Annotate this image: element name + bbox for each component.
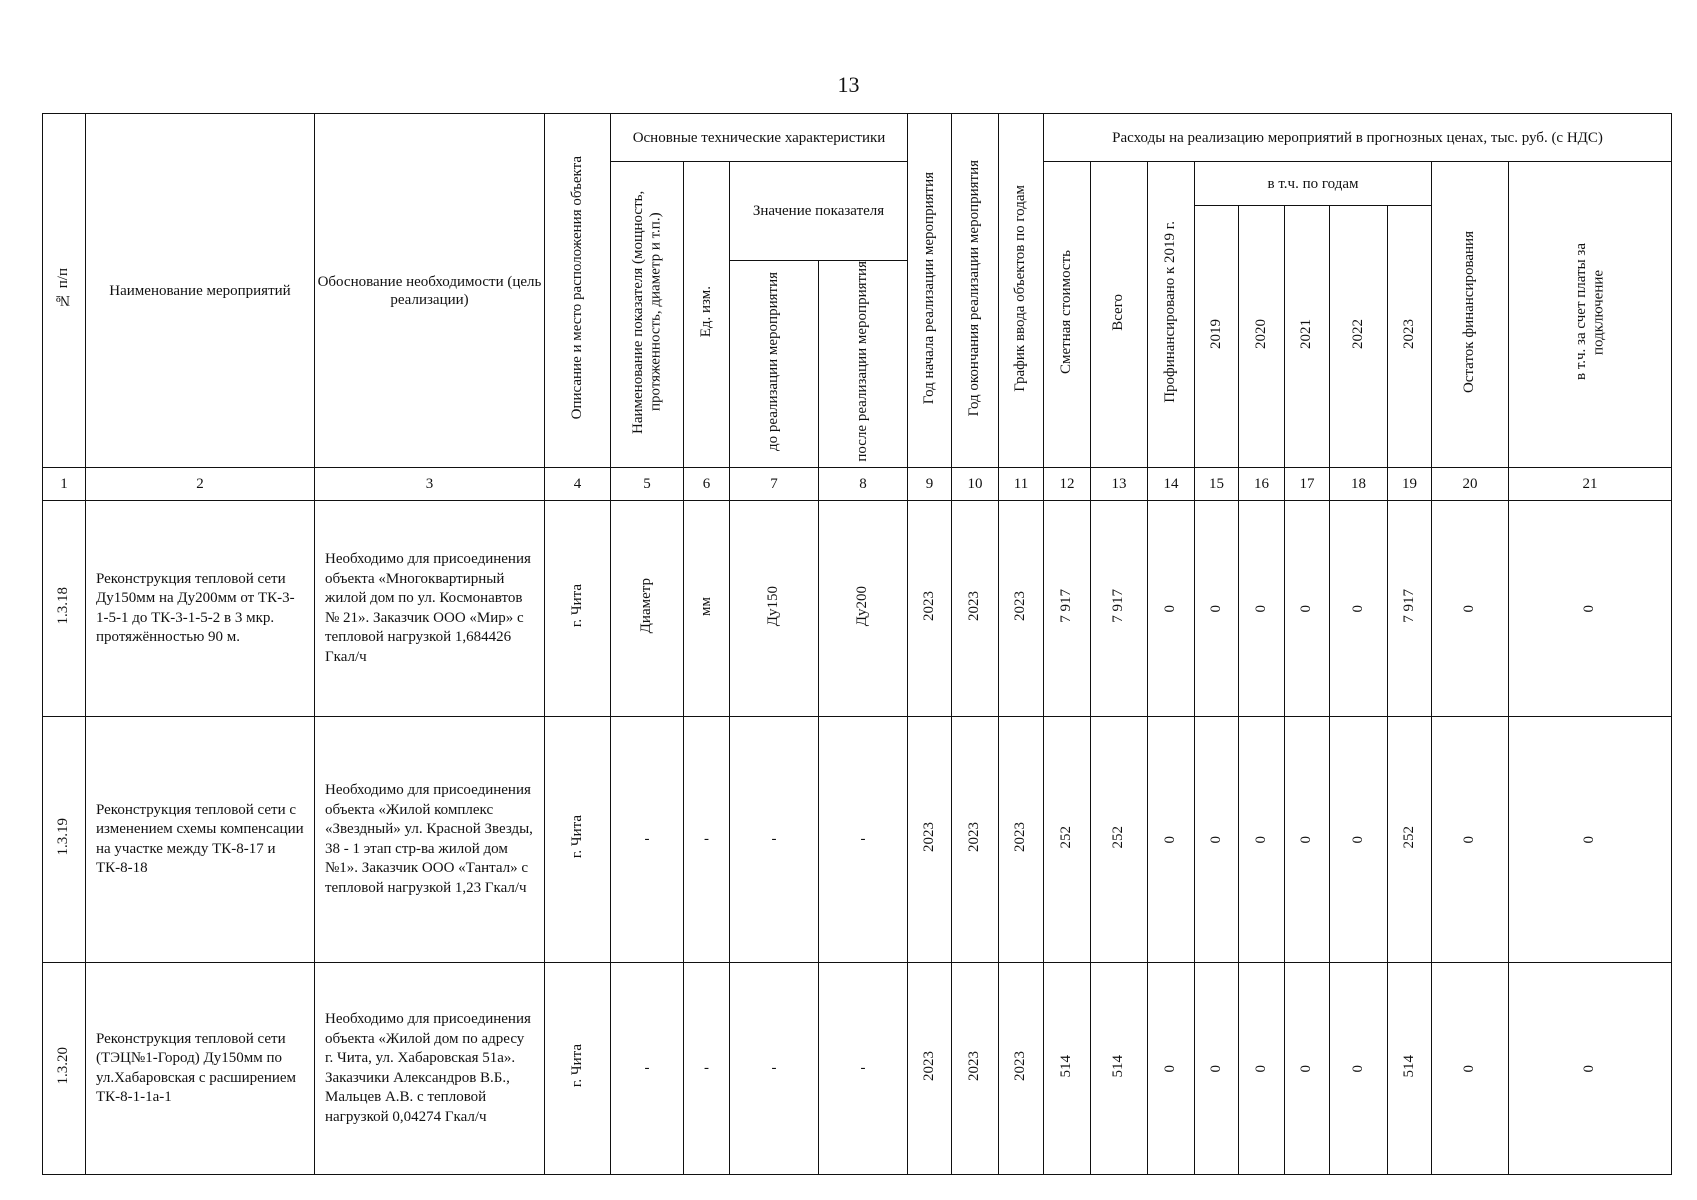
row-prefinanced-cell: 0 xyxy=(1148,501,1195,717)
row-2021-cell: 0 xyxy=(1285,717,1330,963)
row-end-cell: 2023 xyxy=(952,717,999,963)
row-fee-cell: 0 xyxy=(1509,717,1672,963)
row-2022-cell: 0 xyxy=(1330,717,1388,963)
row-total-cell: 7 917 xyxy=(1091,501,1148,717)
table-row xyxy=(43,717,1672,963)
row-2019-cell: 0 xyxy=(1195,717,1239,963)
page-number: 13 xyxy=(837,72,860,97)
header-tech-indicator: Наименование показателя (мощность, протяженность, диаметр и т.п.) xyxy=(611,162,684,468)
row-name-cell: Реконструкция тепловой сети Ду150мм на Ду200мм от ТК-3-1-5-1 до ТК-3-1-5-2 в 3 мкр. протяжённостью 90 м. xyxy=(86,501,315,717)
row-unit-cell: - xyxy=(684,717,730,963)
header-expenses-group: Расходы на реализацию мероприятий в прогнозных ценах, тыс. руб. (с НДС) xyxy=(1044,114,1672,162)
header-remaining: Остаток финансирования xyxy=(1432,162,1509,468)
header-start-year: Год начала реализации мероприятия xyxy=(908,114,952,468)
row-end-cell: 2023 xyxy=(952,963,999,1175)
row-start-cell: 2023 xyxy=(908,963,952,1175)
header-after: после реализации мероприятия xyxy=(819,261,908,468)
row-fee-cell: 0 xyxy=(1509,501,1672,717)
row-justification-cell: Необходимо для присоединения объекта «Жилой дом по адресу г. Чита, ул. Хабаровская 51а». Заказчики Александров В.Б., Мальцев А.В. с тепловой нагрузкой 0,04274 Гкал/ч xyxy=(315,963,545,1175)
column-number: 8 xyxy=(819,468,908,501)
row-2020-cell: 0 xyxy=(1239,717,1285,963)
row-2021-cell: 0 xyxy=(1285,963,1330,1175)
row-2021-cell: 0 xyxy=(1285,501,1330,717)
row-fee-cell: 0 xyxy=(1509,963,1672,1175)
header-value-group: Значение показателя xyxy=(730,162,908,261)
column-numbers-row xyxy=(43,468,1672,501)
header-unit: Ед. изм. xyxy=(684,162,730,468)
row-remaining-cell: 0 xyxy=(1432,717,1509,963)
column-number: 16 xyxy=(1239,468,1285,501)
row-2022-cell: 0 xyxy=(1330,501,1388,717)
header-year-2020: 2020 xyxy=(1239,206,1285,468)
header-location: Описание и место расположения объекта xyxy=(545,114,611,468)
row-before-cell: - xyxy=(730,717,819,963)
row-location-cell: г. Чита xyxy=(545,963,611,1175)
header-row-1 xyxy=(43,114,1672,162)
row-location-cell: г. Чита xyxy=(545,501,611,717)
row-remaining-cell: 0 xyxy=(1432,963,1509,1175)
row-2020-cell: 0 xyxy=(1239,501,1285,717)
header-by-years: в т.ч. по годам xyxy=(1195,162,1432,206)
header-end-year: Год окончания реализации мероприятия xyxy=(952,114,999,468)
row-remaining-cell: 0 xyxy=(1432,501,1509,717)
row-name-cell: Реконструкция тепловой сети (ТЭЦ№1-Город) Ду150мм по ул.Хабаровская с расширением ТК-8-1-1а-1 xyxy=(86,963,315,1175)
header-name: Наименование мероприятий xyxy=(86,114,315,468)
column-number: 6 xyxy=(684,468,730,501)
row-2019-cell: 0 xyxy=(1195,963,1239,1175)
column-number: 20 xyxy=(1432,468,1509,501)
header-tech-group: Основные технические характеристики xyxy=(611,114,908,162)
column-number: 9 xyxy=(908,468,952,501)
column-number: 5 xyxy=(611,468,684,501)
column-number: 13 xyxy=(1091,468,1148,501)
row-location-cell: г. Чита xyxy=(545,717,611,963)
header-year-2021: 2021 xyxy=(1285,206,1330,468)
row-indicator-cell: Диаметр xyxy=(611,501,684,717)
row-unit-cell: мм xyxy=(684,501,730,717)
row-estimated-cell: 252 xyxy=(1044,717,1091,963)
column-number: 17 xyxy=(1285,468,1330,501)
row-name-cell: Реконструкция тепловой сети с изменением схемы компенсации на участке между ТК-8-17 и ТК-8-18 xyxy=(86,717,315,963)
row-end-cell: 2023 xyxy=(952,501,999,717)
column-number: 21 xyxy=(1509,468,1672,501)
row-schedule-cell: 2023 xyxy=(999,717,1044,963)
row-start-cell: 2023 xyxy=(908,501,952,717)
row-start-cell: 2023 xyxy=(908,717,952,963)
row-prefinanced-cell: 0 xyxy=(1148,717,1195,963)
row-estimated-cell: 514 xyxy=(1044,963,1091,1175)
row-after-cell: Ду200 xyxy=(819,501,908,717)
table-row xyxy=(43,501,1672,717)
header-connection-fee: в т.ч. за счет платы за подключение xyxy=(1509,162,1672,468)
header-prefinanced: Профинансировано к 2019 г. xyxy=(1148,162,1195,468)
row-num-cell: 1.3.19 xyxy=(43,717,86,963)
row-num-cell: 1.3.18 xyxy=(43,501,86,717)
column-number: 11 xyxy=(999,468,1044,501)
header-estimated: Сметная стоимость xyxy=(1044,162,1091,468)
column-number: 12 xyxy=(1044,468,1091,501)
row-estimated-cell: 7 917 xyxy=(1044,501,1091,717)
column-number: 19 xyxy=(1388,468,1432,501)
row-total-cell: 514 xyxy=(1091,963,1148,1175)
row-schedule-cell: 2023 xyxy=(999,501,1044,717)
column-number: 2 xyxy=(86,468,315,501)
row-2020-cell: 0 xyxy=(1239,963,1285,1175)
header-year-2022: 2022 xyxy=(1330,206,1388,468)
table-row xyxy=(43,963,1672,1175)
row-2023-cell: 514 xyxy=(1388,963,1432,1175)
header-num: № п/п xyxy=(43,114,86,468)
column-number: 7 xyxy=(730,468,819,501)
column-number: 4 xyxy=(545,468,611,501)
row-before-cell: Ду150 xyxy=(730,501,819,717)
row-after-cell: - xyxy=(819,963,908,1175)
header-year-2023: 2023 xyxy=(1388,206,1432,468)
row-schedule-cell: 2023 xyxy=(999,963,1044,1175)
row-2023-cell: 7 917 xyxy=(1388,501,1432,717)
row-unit-cell: - xyxy=(684,963,730,1175)
row-indicator-cell: - xyxy=(611,717,684,963)
column-number: 10 xyxy=(952,468,999,501)
row-indicator-cell: - xyxy=(611,963,684,1175)
row-num-cell: 1.3.20 xyxy=(43,963,86,1175)
column-number: 15 xyxy=(1195,468,1239,501)
column-number: 14 xyxy=(1148,468,1195,501)
row-total-cell: 252 xyxy=(1091,717,1148,963)
header-total: Всего xyxy=(1091,162,1148,468)
row-2023-cell: 252 xyxy=(1388,717,1432,963)
row-justification-cell: Необходимо для присоединения объекта «Жилой комплекс «Звездный» ул. Красной Звезды, 38 - 1 этап стр-ва жилой дом №1». Заказчик ООО «Тантал» с тепловой нагрузкой 1,23 Гкал/ч xyxy=(315,717,545,963)
column-number: 3 xyxy=(315,468,545,501)
row-prefinanced-cell: 0 xyxy=(1148,963,1195,1175)
column-number: 1 xyxy=(43,468,86,501)
investment-table xyxy=(42,113,1672,1175)
header-before: до реализации мероприятия xyxy=(730,261,819,468)
row-2022-cell: 0 xyxy=(1330,963,1388,1175)
column-number: 18 xyxy=(1330,468,1388,501)
row-justification-cell: Необходимо для присоединения объекта «Многоквартирный жилой дом по ул. Космонавтов № 21». Заказчик ООО «Мир» с тепловой нагрузкой 1,684426 Гкал/ч xyxy=(315,501,545,717)
row-before-cell: - xyxy=(730,963,819,1175)
row-2019-cell: 0 xyxy=(1195,501,1239,717)
header-justification: Обоснование необходимости (цель реализации) xyxy=(315,114,545,468)
header-schedule: График ввода объектов по годам xyxy=(999,114,1044,468)
header-year-2019: 2019 xyxy=(1195,206,1239,468)
row-after-cell: - xyxy=(819,717,908,963)
